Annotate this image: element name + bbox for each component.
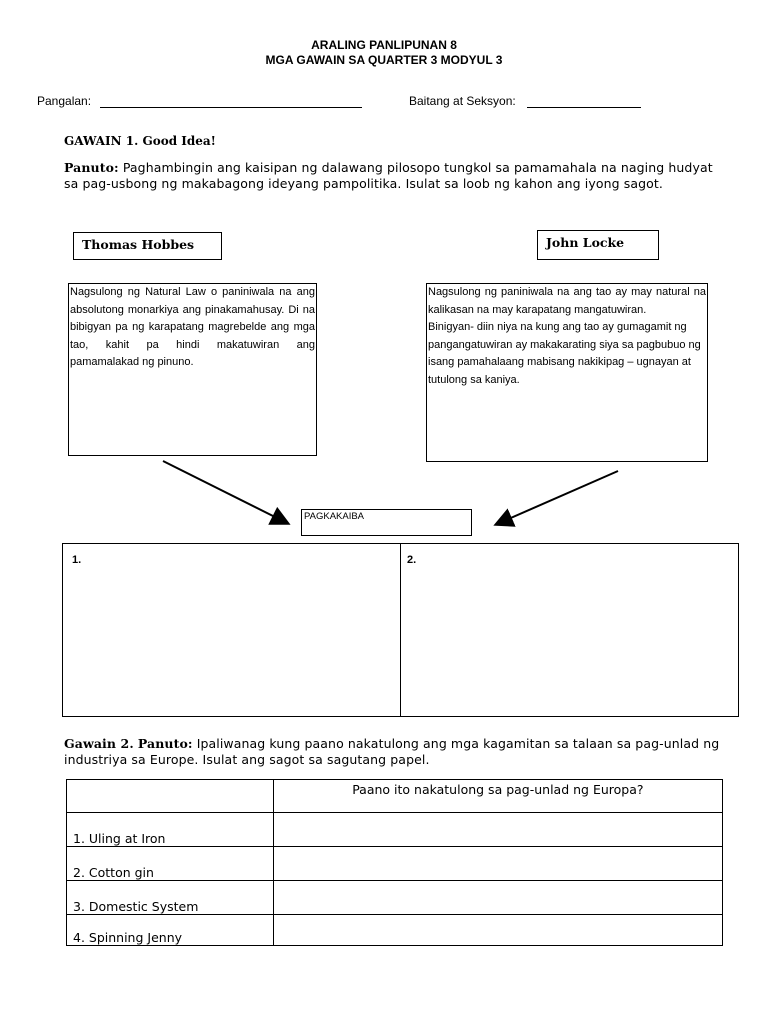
- answer-cell-1[interactable]: [63, 544, 400, 716]
- gawain2-instruction-label: Panuto:: [137, 736, 193, 751]
- gawain1-instruction-label: Panuto:: [64, 160, 119, 175]
- answer-cell-2-number: 2.: [407, 554, 417, 566]
- gawain1-instruction-text: Paghambingin ang kaisipan ng dalawang pilosopo tungkol sa pamamahala na naging hudyat sa pag-usbong ng makabagong ideyang pampolitika. Isulat sa loob ng kahon ang iyong sagot.: [64, 160, 713, 191]
- name-label: Pangalan:: [37, 94, 92, 108]
- row-answer-cell[interactable]: [273, 813, 722, 847]
- philosopher-right-name: John Locke: [537, 230, 659, 260]
- locke-description-1: Nagsulong ng paniniwala na ang tao ay may natural na kalikasan na may karapatang mangatuwiran.: [428, 286, 706, 316]
- gawain1-heading: GAWAIN 1. Good Idea!: [64, 134, 216, 148]
- right-arrow: [497, 471, 618, 524]
- difference-label-box: PAGKAKAIBA: [301, 509, 472, 536]
- table-header-row: [67, 780, 723, 813]
- row-answer-cell[interactable]: [273, 915, 722, 946]
- section-label: Baitang at Seksyon:: [409, 94, 516, 108]
- gawain2-instruction-text: Ipaliwanag kung paano nakatulong ang mga kagamitan sa talaan sa pag-unlad ng industriya sa Europe. Isulat ang sagot sa sagutang papel.: [64, 736, 720, 767]
- worksheet-module-title: MGA GAWAIN SA QUARTER 3 MODYUL 3: [265, 53, 503, 67]
- row-item-label: 1. Uling at Iron: [67, 813, 274, 847]
- row-item-label: 4. Spinning Jenny: [67, 915, 274, 946]
- table-row: [67, 813, 723, 847]
- industry-items-table: [66, 779, 723, 946]
- answer-cell-2[interactable]: [401, 544, 738, 716]
- difference-answer-table: [62, 543, 739, 717]
- hobbes-description: Nagsulong ng Natural Law o paniniwala na ang absolutong monarkiya ang pinakamahusay. Di na bibigyan pa ng karapatang magrebelde ang mga tao, kahit pa hindi makatuwiran ang pamamalakad ng pinuno.: [70, 286, 315, 368]
- table-header-blank: [67, 780, 274, 813]
- table-row: [67, 847, 723, 881]
- philosopher-left-name: Thomas Hobbes: [73, 232, 222, 260]
- table-row: [67, 915, 723, 946]
- left-arrow: [163, 461, 287, 523]
- row-item-label: 2. Cotton gin: [67, 847, 274, 881]
- worksheet-subject-title: ARALING PANLIPUNAN 8: [311, 38, 457, 52]
- table-row: [67, 881, 723, 915]
- gawain2-instruction: [64, 736, 732, 768]
- locke-description-2: Binigyan- diin niya na kung ang tao ay gumagamit ng pangangatuwiran ay makakarating siya sa pagbubuo ng isang pamahalaang mabisang nakikipag – ugnayan at tutulong sa kaniya.: [428, 321, 701, 386]
- row-answer-cell[interactable]: [273, 881, 722, 915]
- row-answer-cell[interactable]: [273, 847, 722, 881]
- answer-cell-1-number: 1.: [72, 554, 82, 566]
- table-header: Paano ito nakatulong sa pag-unlad ng Europa?: [273, 780, 722, 813]
- gawain2-heading: Gawain 2.: [64, 736, 134, 751]
- row-item-label: 3. Domestic System: [67, 881, 274, 915]
